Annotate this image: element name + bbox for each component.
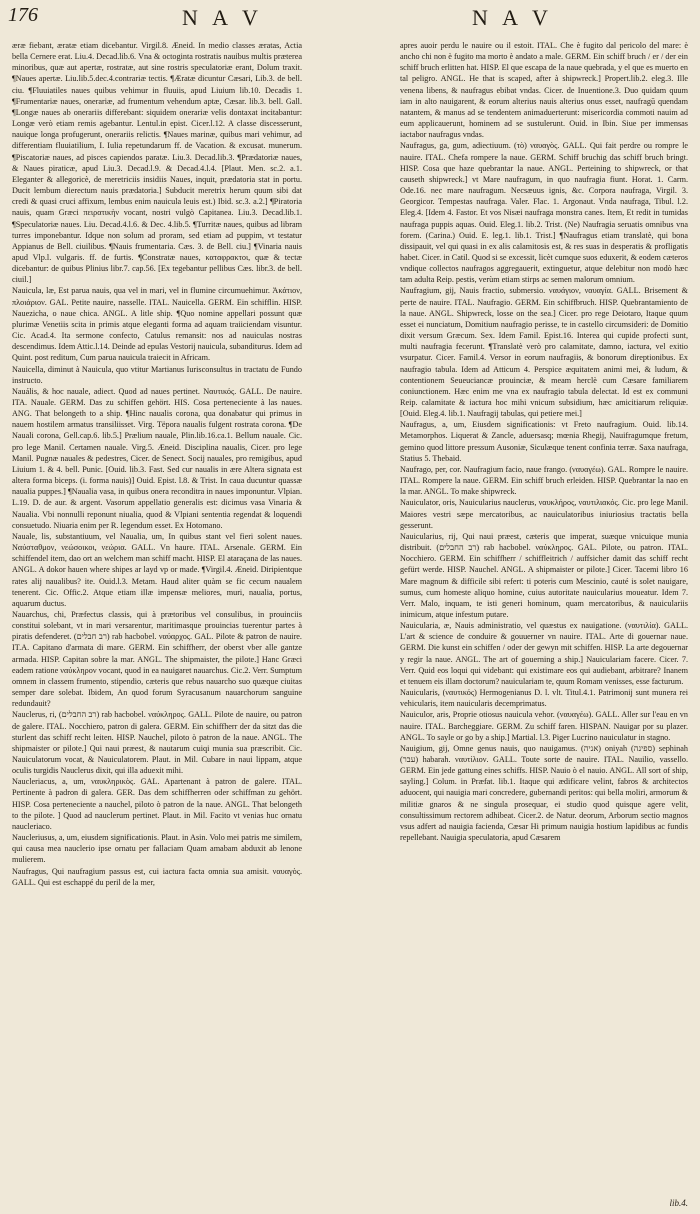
entry-nauicularis: Nauicularis, (ναυτικός) Hermogenianus D. l. vlt. Titul.4.1. Patrimonij sunt munera rei vehicularis, item nauicularis decemprimatus.	[400, 688, 688, 709]
entry-nauiculator: Nauiculator, oris, Nauicularius nauclerus, ναυκλήρος, ναυτιλιακός. Cic. pro lege Manil. Maiores vestri sæpe mercatoribus, ac nauiculatoribus iniuriosius tractatis bella gesserunt.	[400, 498, 688, 530]
entry-nauifragus: Naufragus, a, um, Eiusdem significationis: vt Freto naufragium. Ouid. lib.14. Metamorphos. Liquerat & Zancle, aduersasq; mœnia Rhegij, Nauifragumque fretum, gemino quod littore pressum Ausoniæ, Siculæque tenent confinia terræ. Saxa naufraga, Statius 5. Thebaid.	[400, 420, 688, 463]
running-head-left: N A V	[182, 5, 263, 30]
entry-nauicularia: Nauicularia, æ, Nauis administratio, vel quæstus ex nauigatione. (ναυτιλία). GALL. L'art & science de conduire & gouuerner vn nauire. ITAL. Arte di gouernar naue. GERM. Die kunst ein schiffen / oder der gewyn mit schiffen. HISP. La arte degouernar y regir la naue. ANGL. The art of gouerning a ship.] Nauiculariam facere. Cicer. 7. Verr. Quid eos loqui qui videbant: qui existimare eos qui audiebant, arbitrare? Inanem et tenuem eis illam doctorum? nauiculariam te, quum Romam venisses, esse facturum.	[400, 621, 688, 686]
entry-nauigium: Nauigium, gij, Omne genus nauis, quo nauigamus. (אניה) oniyah (ספינה) sephinah (עבר) habarah. ναυτίλιον. GALL. Toute sorte de nauire. ITAL. Nauilio, vassello. GERM. Ein jede gattung eines schiffs. HISP. Nauio ò el nauio. ANGL. All sort of ship, sayling.] Colum. in Præfat. lib.1. Itaque qui ædificare velint, fabros & architectos aduocent, qui nauigia mari concredere, gubernandi peritos: qui bella moliri, armorum & militiæ gnaros & ne singula prosequar, ei studio quod quisque agere velit, consultissimum rectorem adhibeat. Cicer.2. de Natur. deorum, Arborum sectio magnos vsus adfert ad nauigia facienda, Cæsar Hi primum nauigia hostium lapidibus ac fundis repellebant. Nauigia speculatoria, apud Cæsarem	[400, 743, 688, 843]
entry-nauarchus: Nauarchus, chi, Præfectus classis, qui à prætoribus vel consulibus, in prouinciis constitui solebant, vt in mari versarentur, maritimasque prouincias tuerentur partes à piratis defenderet. (רב חבלים) rab hacbobel. ναύαρχος. GAL. Pilote & patron de nauire. IT.A. Capitano d'armata di mare. GERM. Ein schiffherr, der oberst vber alle gantze armada. HISP. Capitan sobre la mar. ANGL. The shipmaister, the pilote.] Hanc Græci eadem ratione ναύκληρον vocant, quod in ea nauigaret nauarchus. Cic.2. Verr. Sumptum omnem in classem frumento, stipendio, cæteris que rebus nauarcho suo quæque ciuitas semper dare solebat. Ibidem, An quod forum Syracusanum nauarchorum sanguine redundauit?	[12, 609, 302, 709]
entry-nauicularius: Nauicularius, rij, Qui naui præest, cæteris que imperat, suæque vnicuique munia distribuit. (רב החבלים) rab hacbobel. ναύκληρος. GAL. Pilote, ou patron. ITAL. Nocchiero. GERM. Ein schiffherr / schiffleitrich / auffsicher damit das schiff recht gefürt werde. HISP. Nauchel. ANGL. A shipmaister or pilote.] Cicer. Tacemi libro 16 Mare magnum & difficile sibi refert: ti poteris cum Mescinio, cauté is solet nauigare, sumus, cum homeste aliquo homine, cuius autoritate nauicularius moueatur. Idem 7. Verr. Malo, inquam, te isti generi hominum, quam mercatoribus, & nauiculariis inimicum, atque infestum putare.	[400, 531, 688, 619]
page-header	[0, 0, 700, 38]
entry-naualis: Nauális, & hoc nauale, adiect. Quod ad naues pertinet. Ναυτικός. GALL. De nauire. ITA. Nauale. GERM. Das zu schiffen gehört. HIS. Cosa perteneciente à las naues. ANG. That belongeth to a ship. ¶Hinc naualis corona, qua donabatur qui primus in nauem hostilem armatus transiliisset. Virg. Tëpora naualis fulgent rostrata corona. ¶De Nauali corona, Gell.cap.6. lib.5.] Prælium nauale, Plin.lib.16.ca.1. Bellum nauale. Cic. pro lege Manil. Certamen nauale. Virg.5. Æneid. Disciplina naualis, Cicer. pro lege Manil. Pugnæ nauales & pedestres, Cicer. de Senect. Socij nauales, pro remigibus, apud Liuium 1. & 4. bell. Punic. [Ouid. lib.3. Fast. Sed cur naualis in ære Altera signata est altera forma biceps. (i. forma nauis)] Ouid. Epist. l.8. & Trist. In caua ducuntur quassæ naualia puppes.] ¶Naualia vasa, in quibus onera reconditra in naues imponuntur. Vlpian. L.19. D. de aur. & argent. Vasorum appellatio generalis est: dicimus vasa Vinaria & Naualia. Vbi nonnulli reponunt niualia, quod & Vlpiani sententia regendat & loquendi consuetudo. Niuaria enim per R. legendum esset. Ex Hotomano.	[12, 386, 302, 530]
left-column	[12, 40, 302, 1204]
catchword: lib.4.	[669, 1198, 688, 1208]
entry-naucleriusus: Naucleriusus, a, um, eiusdem significationis. Plaut. in Asin. Volo mei patris me similem, qui causa mea nauclerio ipse ornatu per fallaciam Quam amabam abduxit ab lenone mulierem.	[12, 833, 302, 865]
entry-nauclerus: Nauclerus, ri, (רב החבלים) rab hacbobel. ναύκληρος. GALL. Pilote de nauire, ou patron de galere. ITAL. Nocchiero, patron di galera. GERM. Ein schiffherr der da sitzt das die sturlent das schiff recht leiten. HISP. Nauchel, piloto ò patron de la naue. ANGL. The shipmaister or pilote.] Qui naui præest, & nautarum cuiqi munia sua præscribit. Cic. Nauiculatorum vocat, & Nauiculatorem. Plaut. in Mil. Cubare in naui lippam, atque oculis turgidis Nauclerus dixit, qui illa aduexit mihi.	[12, 710, 302, 776]
right-column	[400, 40, 688, 1204]
running-head-right: N A V	[472, 5, 553, 30]
entry-naufragus: Naufragus, Qui naufragium passus est, cui iactura facta omnia sua amisit. ναυαγὸς. GALL. Qui est eschappé du peril de la mer,	[12, 866, 302, 887]
entry-naufragus-cont: apres auoir perdu le nauire ou il estoit. ITAL. Che è fugito dal pericolo del mare: è ancho chi non è fugito ma morto è andato a male. GERM. Ein schiff bruch / er / der ein schiff bruch erlitten hat. HISP. El que escapa de la naue quebrada, y el que es muerto en tal peligro. ANGL. He that is scaped, after à shipwreck.] Propert.lib.2. eleg.3. Ille venena libens, & naufragus ebibat vndas. Cicer. de Inuentione.3. Duo quidam quum iam in alto nauigarent, & eorum alterius nauis alterius onus esset, naufragū quendam natantem, & manus ad se tendentem animaduerterunt: misericordia commoti nauim ad eum applicauerunt, hominem ad se sustulerunt. Ouid. in Ibin. Siue per immensas iactabor naufragus vndas.	[400, 41, 688, 140]
entry-naufragus-adj: Naufragus, ga, gum, adiectiuum. (τὸ) ναυαγὸς. GALL. Qui fait perdre ou rompre le nauire. ITAL. Chefa rompere la naue. GERM. Schiff bruchig das schiff bruch bringt. HISP. Cosa que haze quebrantar la naue. ANGL. Perteining to shipwreck, or that causeth shipwreck.] vt Mare naufragum, in quo naufragia fiunt. Horat. 1. Carm. Ode.16. nec mare naufragum. Necsæuus ignis, &c. Corpora naufraga, Virgil. 3. Georgicor. Tempestas naufraga. Valer. Flac. 1. Argonaut. Vnda naufraga, Tibul. l.2. Eleg.4. [Idem 4. Fastor. Et vos Nisæi naufraga monstra canes. Item, Et redit in tumidas naufraga puppis aquas. Ouid. Eleg.1. lib.2. Trist. (Ne) Naufragia seruatis omnibus vna forem. (Carina.) Ouid. E. leg.1. lib.1. Trist.] ¶Naufragus etiam translatè, qui bona dissipauit, vel qui quasi in ex alis calamitosis est, & res suas in desperatis & profligatis habet. Cicer. in Catil. Quod si se excessit, licèt cumque suos eduxerit, & eodem cæteros vndique collectos naufragos aggregauerit, extinguetur, atque delebitur non modò hæc tam adulta Reip. pestis, verùm etiam stirps ac semen malorum omnium.	[400, 141, 688, 285]
entry-nauiculor: Nauiculor, aris, Proprie otiosus nauicula vehor. (ναυαγέω). GALL. Aller sur l'eau en vn nauire. ITAL. Barcheggiare. GERM. Zu schiff faren. HISPAN. Nauigar por su plazer. ANGL. To sayle or go by a ship.] Martial. l.3. Piger Lucrino nauiculatur in stagno.	[400, 710, 688, 742]
entry-naufrago: Naufrago, per, cor. Naufragium facio, naue frango. (ναυαγέω). GAL. Rompre le nauire. ITAL. Rompere la naue. GERM. Ein schiff bruch erleiden. HISP. Quebrantar la nao en la mar. ANGL. To make shipwreck.	[400, 464, 688, 497]
entry-nauicula: Nauicula, læ, Est parua nauis, qua vel in mari, vel in flumine circumuehimur. Ἀκάτιον, πλοιάριον. GAL. Petite nauire, nasselle. ITAL. Nauicella. GERM. Ein schifflin. HISP. Nauezicha, o naue chica. ANGL. A litle ship. ¶Quo nomine appellari possunt quæ plurimæ Venetiis scita in primis atque eleganti forma ad aquam traiiciendam visuntur. Cic. Acad.4. Ita sermone confecto, Catulus remansit: nos ad nauiculas nostras descendimus. Idem Attic.l.14. Deinde ad epulas Vestorij nauicula, subanditurus. Idem ad Quint. post reditum, Cum parua nauicula traiecit in Africam.	[12, 286, 302, 363]
entry-nauicella: Nauicella, diminut à Nauicula, quo vtitur Martianus Iurisconsultus in tractatu de Fundo instructo.	[12, 364, 302, 385]
entry-navis-aeratae: æræ fiebant, æratæ etiam dicebantur. Virgil.8. Æneid. In medio classes æratas, Actia bella Cernere erat. Liu.4. Decad.lib.6. Vna & octoginta rostratis nauibus multis præterea minoribus, quæ aut apertæ, rostratæ, aut sine rostris speculatoriæ erant, Dolum traxit. ¶Naues apertæ. Liu.lib.5.dec.4.contrariæ tectis. ¶Æratæ dicuntur Cæsari, Lib.3. de bell. ciu. ¶Fluuiatiles naues quibus vehimur in fluuiis, apud Liuium lib.10. Decadis 1. ¶Frumentariæ naues, onerariæ, ad frumentum vehendum aptæ, Cæsar. lib.3. bell. Gall. ¶Longæ naues ab onerariis differebant: siquidem onerariæ velis dontaxat incitabantur: Longæ verò etiam remis agebantur. Lentul.in epist. Cicer.l.12. A classe discesserunt, nauique longa profugerunt, onerariis relictis. ¶Naues marinæ, quibus mari vehimur, ad differentiam fluuiatilium, I. Iulia repetundarum ff. de Vacation. & excusat. munerum. ¶Piscatoriæ naues, ad pisces capiendos paratæ. Liu.3. Decad.lib.3. ¶Prædatoriæ naues, & Naues piraticæ, apud Liu.3. Decad.l.9. & Decad.4.l.4. [Plaut. Men. sc.2. a.1. Eleganter & allegoricè, de meretriciis insidiis Naues, inquit, prædatoria stat in portu. Ducit lembum dierectum nauis prædatoria.] Subducit meretrix herum quum sibi dat credi & quasi cruci affixum, lembus enim nauicula leuis est.) Ibid. sc.3. a.2.] ¶Piratoria nauis, quam Græci πειρατικὴν vocant, nostri vulgò Capitanea. Liu.3. Decad.lib.1. ¶Speculatoriæ naues. Liu. Decad.4.l.6. & Dec. 4.lib.5. ¶Turritæ naues, quibus ad libram turres imponebantur. Idque non solum ad proram, sed etiam ad puppim, vt testatur Appianus de Bell. ciuilibus. ¶Nauis frumentaria. Cæs. 3. de Bell. ciu.] ¶Vinaria nauis apud Vlp.l. vulgaris. ff. de furtis. ¶Constratæ naues, καταφρακτοι, quæ & tectæ dicebantur: de quibus Plinius libr.7. cap.56. [Ex tegebantur pellibus Cæs. libr.3. de bell. ciuil.]	[12, 41, 302, 285]
entry-naufragium: Naufragium, gij, Nauis fractio, submersio. ναυάγιον, ναυαγία. GALL. Brisement & perte de nauire. ITAL. Naufragio. GERM. Ein schiffbruch. HISP. Quebrantamiento de la naue. ANGL. Shipwreck, losse on the sea.] Cicer. pro rege Deiotaro, Itaque quum esset ei nunciatum, Domitium naufragio perisse, te in castello circumsideri: de Domitio dixit versum Græcum. Sex. Idem Famil. Epist.16. Interea qui cupide profecti sunt, multi naufragia fecerunt. ¶Translatè verò pro calamitate, damno, iactura, vel exitio vsurpatur. Cicer. Famil.4. Versor in eorum naufragiis, & bonorum direptionibus. Ex naufragio tabula. Idem ad Atticum 4. Perspice æquitatem animi mei, & ludum, & contentionem Seueuciancæ prouinciæ, & meam herclè cum Cæsare familiarem coniunctionem. Hæc enim me vna ex naufragio tabula delectat. Id est ex communi Reip. calamitate & iactura hoc mihi vnicum subsidium, hæc amicitiarum reliquiæ. [Ouid. Eleg.4. lib.1. Naufragij tabulas, qui petiere mei.]	[400, 286, 688, 419]
entry-naucleriacus: Naucleriacus, a, um, ναυκληρικὸς. GAL. Apartenant à patron de galere. ITAL. Pertinente à padron di galera. GER. Das dem schiffherren oder schiffman zu gehört. HISP. Cosa perteneciente a nauchel, piloto ò patron de la naue. ANGL. That belongeth to the pilote. ] Quod ad nauclerum pertinet. Plaut. in Mil. Facito vt venias huc ornatu naucleriaco.	[12, 777, 302, 831]
entry-nauale: Nauale, lis, substantiuum, vel Naualia, um, In quibus stant vel fieri solent naues. Ναύσταθμον, νεώσοικοι, νεώρια. GALL. Vn haure. ITAL. Arsenale. GERM. Ein schiffendel item, dao ort an welchem man schiff macht. HISP. El ataraçana de las naues. ANGL. A dokor hauen where shipes ar layd vp or made. ¶Virgil.4. Æneid. Diripientque rates alij naualibus? ite. Ouid.l.3. Metam. Haud aliter quàm se fic cecum naualem tenerent. Cic. Offic.2. Atque etiam illæ impensæ meliores, muri, naualia, portus, aquarum ductus.	[12, 531, 302, 608]
page-number: 176	[8, 4, 38, 26]
